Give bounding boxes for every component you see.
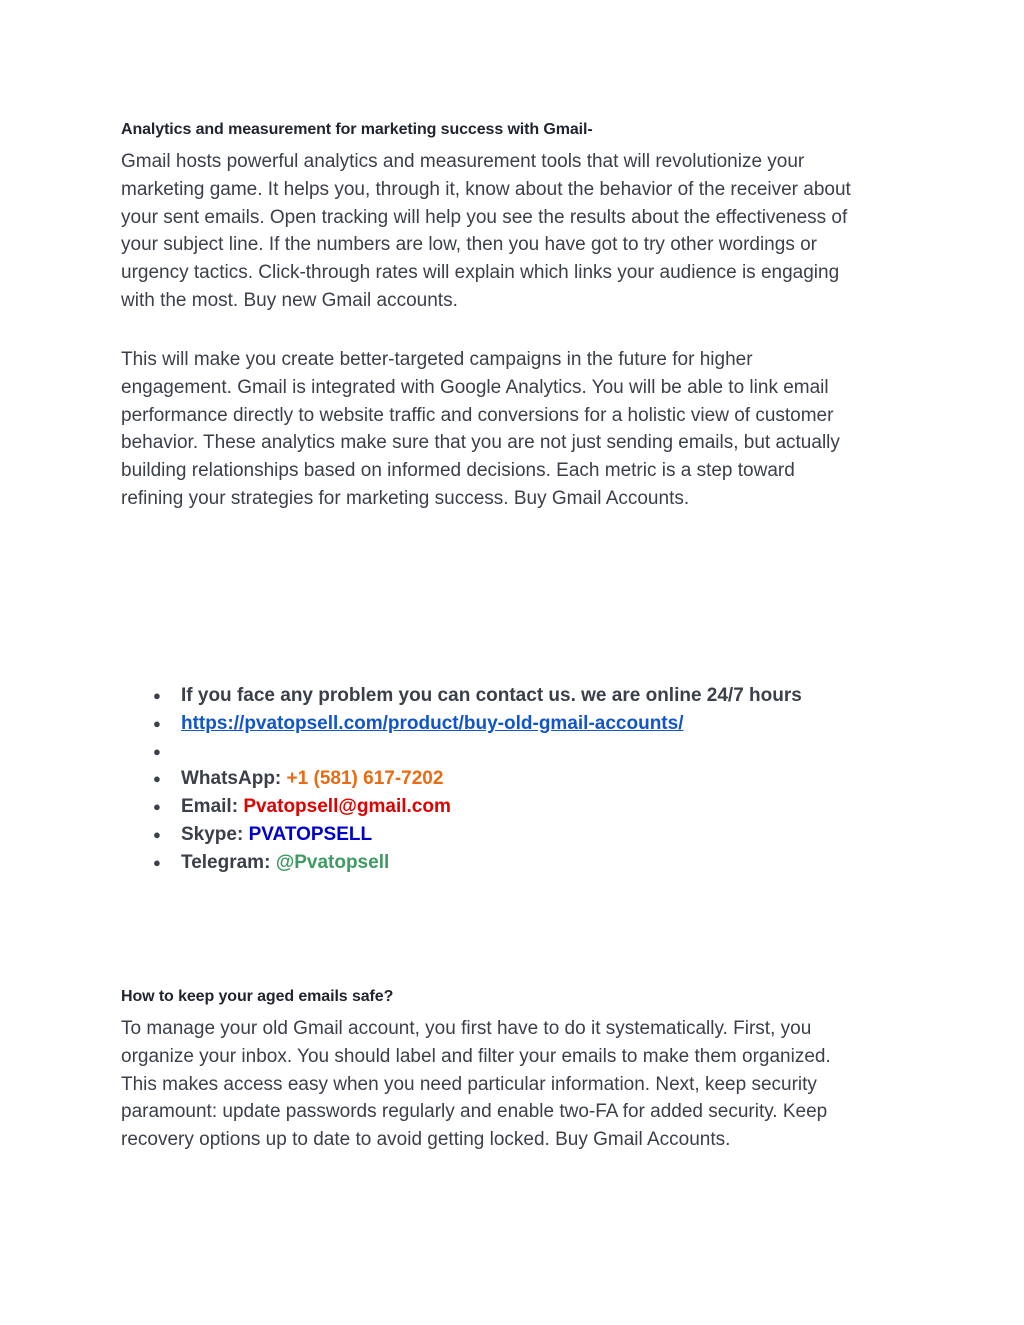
email-address: Pvatopsell@gmail.com <box>243 796 451 818</box>
whatsapp-label: WhatsApp: <box>181 768 287 790</box>
bullet-icon: ● <box>153 826 161 842</box>
list-item-email <box>150 793 802 821</box>
section-heading-analytics: Analytics and measurement for marketing success with Gmail- <box>121 121 593 138</box>
bullet-icon: ● <box>153 854 161 870</box>
bullet-icon: ● <box>153 715 161 731</box>
text-line: urgency tactics. Click-through rates will explain which links your audience is engaging <box>121 262 840 284</box>
online-notice-text: If you face any problem you can contact us. we are online 24/7 hours <box>181 685 802 706</box>
text-line: engagement. Gmail is integrated with Google Analytics. You will be able to link email <box>121 376 829 398</box>
text-line: behavior. These analytics make sure that you are not just sending emails, but actually <box>121 432 840 454</box>
skype-id: PVATOPSELL <box>248 823 373 845</box>
text-line: recovery options up to date to avoid getting locked. Buy Gmail Accounts. <box>121 1129 731 1151</box>
text-line: your sent emails. Open tracking will help you see the results about the effectiveness of <box>121 206 848 228</box>
telegram-label: Telegram: <box>181 851 276 873</box>
text-line: This makes access easy when you need particular information. Next, keep security <box>121 1073 817 1095</box>
telegram-handle: @Pvatopsell <box>275 851 390 873</box>
text-line: To manage your old Gmail account, you first have to do it systematically. First, you <box>121 1018 812 1039</box>
text-line: with the most. Buy new Gmail accounts. <box>121 289 458 311</box>
list-item-url <box>150 710 802 738</box>
bullet-icon: ● <box>153 771 161 787</box>
list-item-telegram <box>150 849 802 877</box>
analytics-paragraph-2 <box>121 346 901 513</box>
list-item-empty <box>150 738 802 766</box>
list-item-skype <box>150 821 802 849</box>
text-line: Gmail hosts powerful analytics and measurement tools that will revolutionize your <box>121 151 805 172</box>
bullet-icon: ● <box>153 688 161 703</box>
text-line: marketing game. It helps you, through it, know about the behavior of the receiver about <box>121 178 851 200</box>
text-line: performance directly to website traffic and conversions for a holistic view of customer <box>121 404 834 426</box>
bullet-icon: ● <box>153 799 161 815</box>
skype-label: Skype: <box>181 823 249 845</box>
whatsapp-number: +1 (581) 617-7202 <box>286 768 444 790</box>
list-item-online-notice <box>150 682 802 710</box>
text-line: paramount: update passwords regularly and enable two-FA for added security. Keep <box>121 1101 828 1123</box>
analytics-paragraph-1 <box>121 148 901 315</box>
text-line: This will make you create better-targeted campaigns in the future for higher <box>121 349 753 370</box>
list-item-whatsapp <box>150 765 802 793</box>
text-line: refining your strategies for marketing success. Buy Gmail Accounts. <box>121 487 690 509</box>
contact-list <box>150 682 802 877</box>
section-heading-safety: How to keep your aged emails safe? <box>121 988 394 1005</box>
text-line: building relationships based on informed decisions. Each metric is a step toward <box>121 460 795 482</box>
bullet-icon: ● <box>153 743 161 759</box>
email-label: Email: <box>181 796 244 818</box>
product-link[interactable]: https://pvatopsell.com/product/buy-old-gmail-accounts/ <box>181 712 684 734</box>
safety-paragraph <box>121 1015 901 1154</box>
text-line: organize your inbox. You should label and filter your emails to make them organized. <box>121 1045 831 1067</box>
text-line: your subject line. If the numbers are low, then you have got to try other wordings or <box>121 234 817 256</box>
